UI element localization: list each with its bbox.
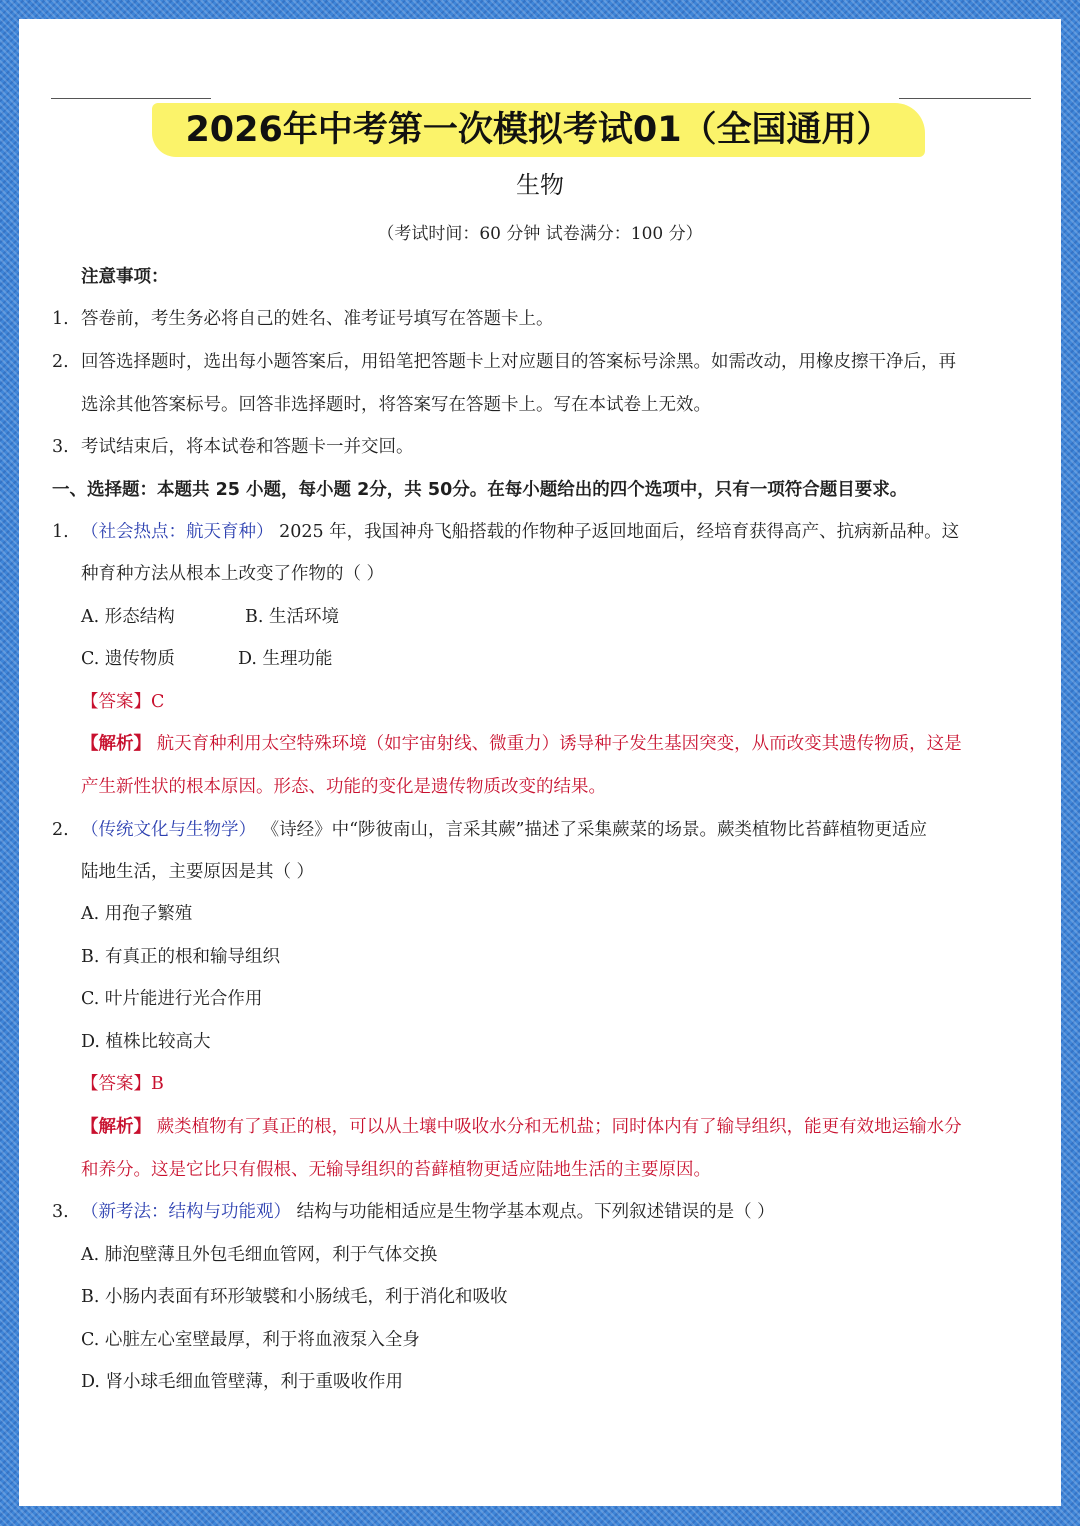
option-b: B. 生活环境: [245, 607, 339, 627]
option-c: C. 遗传物质: [81, 649, 175, 669]
page-title: 2026年中考第一次模拟考试01（全国通用）: [185, 110, 892, 150]
question-stem: 《诗经》中“陟彼南山，言采其蕨”描述了采集蕨菜的场景。蕨类植物比苔藓植物更适应: [261, 820, 927, 840]
option-d: D. 生理功能: [238, 649, 333, 669]
option-a: A. 形态结构: [81, 607, 175, 627]
title-banner: [152, 99, 925, 161]
exam-paper: 2026年中考第一次模拟考试01（全国通用） 生物 （考试时间：60 分钟 试卷满分：100 分） 注意事项： 1. 答卷前，考生务必将自己的姓名、准考证号填写在答题卡上。 2. 回答选择题时，选出每小题答案后，用铅笔把答题卡上对应题目的答案标号涂黑。如需改动，用橡皮擦干净后，再 选涂其他答案标号。回答非选择题时，将答案写在答题卡上。写在本试卷上无效。 3. 考试结束后，将本试卷和答题卡一并交回。 一、选择题：本题共 25 小题，每小题 2分，共 50分。在每小题给出的四个选项中，只有一项符合题目要求。 1. （社会热点：航天育种） 2025 年，我国神舟飞船搭载的作物种子返回地面后，经培育获得高产、抗病新品种。这 种育种方法从根本上改变了作物的（ ） A. 形态结构 B. 生活环境 C. 遗传物质 D. 生理功能 【答案】C 【解析】 航天育种利用太空特殊环境（如宇宙射线、微重力）诱导种子发生基因突变，从而改变其遗传物质，这是 产生新性状的根本原因。形态、功能的变化是遗传物质改变的结果。 2. （传统文化与生物学） 《诗经》中“陟彼南山，言采其蕨”描述了采集蕨菜的场景。蕨类植物比苔藓植物更适应 陆地生活，主要原因是其（ ） A. 用孢子繁殖 B. 有真正的根和输导组织 C. 叶片能进行光合作用 D. 植株比较高大 【答案】B 【解析】 蕨类植物有了真正的根，可以从土壤中吸收水分和无机盐；同时体内有了输导组织，能更有效地运输水分 和养分。这是它比只有假根、无输导组织的苔藓植物更适应陆地生活的主要原因。 3. （新考法：结构与功能观） 结构与功能相适应是生物学基本观点。下列叙述错误的是（ ） A. 肺泡壁薄且外包毛细血管网，利于气体交换 B. 小肠内表面有环形皱襞和小肠绒毛，利于消化和吸收 C. 心脏左心室壁最厚，利于将血液泵入全身 D. 肾小球毛细血管壁薄，利于重吸收作用: [19, 19, 1061, 1506]
question-tag: （传统文化与生物学）: [81, 820, 256, 840]
question-tag: （社会热点：航天育种）: [81, 522, 274, 542]
question-stem: 结构与功能相适应是生物学基本观点。下列叙述错误的是（ ）: [296, 1202, 775, 1222]
exam-info: （考试时间：60 分钟 试卷满分：100 分）: [377, 224, 703, 244]
question-tag: （新考法：结构与功能观）: [81, 1202, 291, 1222]
question-stem: 2025 年，我国神舟飞船搭载的作物种子返回地面后，经培育获得高产、抗病新品种。这: [279, 522, 960, 542]
subject-heading: 生物: [516, 171, 564, 199]
